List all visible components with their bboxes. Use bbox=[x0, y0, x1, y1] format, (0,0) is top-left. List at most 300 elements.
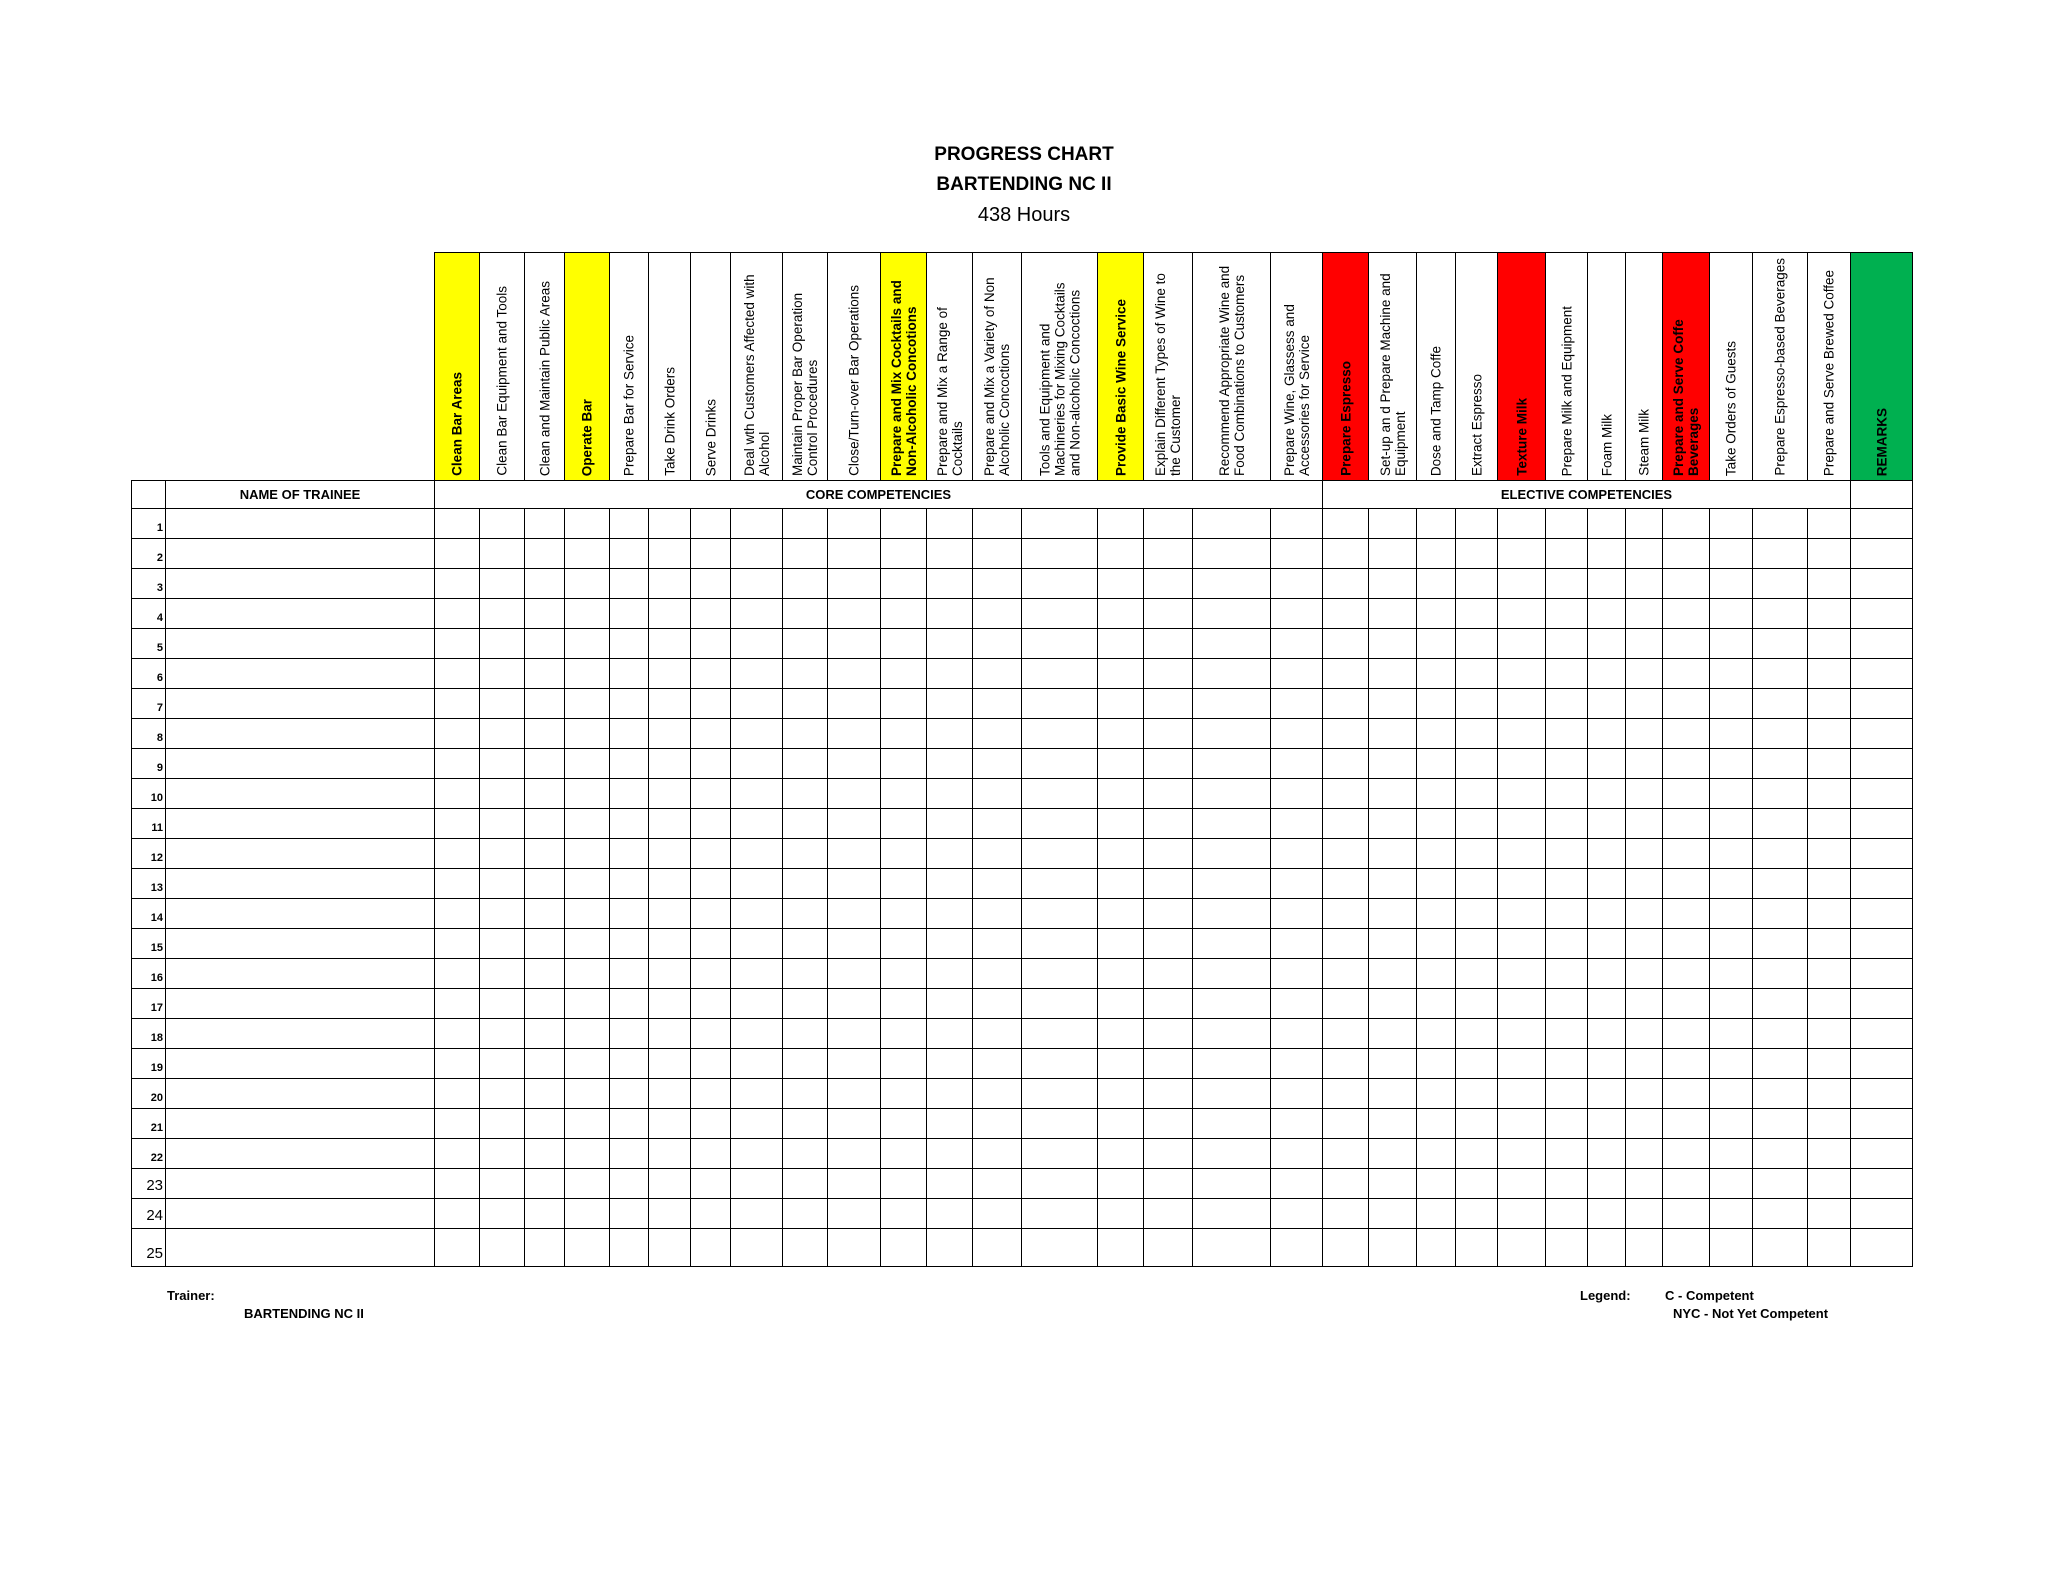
competency-cell[interactable] bbox=[926, 778, 973, 809]
competency-cell[interactable] bbox=[1662, 1198, 1710, 1229]
competency-cell[interactable] bbox=[1587, 688, 1626, 719]
competency-cell[interactable] bbox=[1455, 748, 1498, 779]
competency-cell[interactable] bbox=[782, 808, 828, 839]
competency-cell[interactable] bbox=[730, 868, 783, 899]
competency-cell[interactable] bbox=[1416, 658, 1456, 689]
competency-cell[interactable] bbox=[880, 898, 927, 929]
competency-cell[interactable] bbox=[564, 808, 610, 839]
competency-cell[interactable] bbox=[1587, 778, 1626, 809]
competency-cell[interactable] bbox=[827, 808, 881, 839]
competency-cell[interactable] bbox=[827, 568, 881, 599]
remarks-cell[interactable] bbox=[1850, 628, 1913, 659]
competency-cell[interactable] bbox=[926, 598, 973, 629]
trainee-name-cell[interactable] bbox=[165, 538, 435, 569]
competency-cell[interactable] bbox=[609, 808, 649, 839]
competency-cell[interactable] bbox=[434, 1138, 480, 1169]
competency-cell[interactable] bbox=[1709, 748, 1753, 779]
competency-cell[interactable] bbox=[648, 688, 691, 719]
competency-cell[interactable] bbox=[1270, 718, 1323, 749]
competency-cell[interactable] bbox=[972, 1168, 1022, 1199]
competency-cell[interactable] bbox=[880, 568, 927, 599]
trainee-name-cell[interactable] bbox=[165, 1108, 435, 1139]
competency-cell[interactable] bbox=[479, 1228, 525, 1267]
competency-cell[interactable] bbox=[1497, 868, 1546, 899]
remarks-cell[interactable] bbox=[1850, 988, 1913, 1019]
competency-cell[interactable] bbox=[434, 1108, 480, 1139]
competency-cell[interactable] bbox=[648, 1138, 691, 1169]
competency-cell[interactable] bbox=[1097, 928, 1144, 959]
competency-cell[interactable] bbox=[1455, 658, 1498, 689]
competency-cell[interactable] bbox=[827, 598, 881, 629]
competency-cell[interactable] bbox=[1587, 1168, 1626, 1199]
competency-cell[interactable] bbox=[564, 1108, 610, 1139]
competency-cell[interactable] bbox=[1625, 1108, 1663, 1139]
competency-cell[interactable] bbox=[690, 958, 731, 989]
competency-cell[interactable] bbox=[1497, 1108, 1546, 1139]
competency-cell[interactable] bbox=[972, 898, 1022, 929]
competency-cell[interactable] bbox=[1497, 1228, 1546, 1267]
competency-cell[interactable] bbox=[1625, 928, 1663, 959]
competency-cell[interactable] bbox=[1497, 778, 1546, 809]
competency-cell[interactable] bbox=[1455, 508, 1498, 539]
competency-cell[interactable] bbox=[972, 1198, 1022, 1229]
competency-cell[interactable] bbox=[479, 778, 525, 809]
competency-cell[interactable] bbox=[564, 718, 610, 749]
competency-cell[interactable] bbox=[1545, 1198, 1588, 1229]
competency-cell[interactable] bbox=[1497, 628, 1546, 659]
competency-cell[interactable] bbox=[1545, 1228, 1588, 1267]
competency-cell[interactable] bbox=[479, 658, 525, 689]
competency-cell[interactable] bbox=[1455, 988, 1498, 1019]
competency-cell[interactable] bbox=[730, 928, 783, 959]
competency-cell[interactable] bbox=[1752, 898, 1808, 929]
competency-cell[interactable] bbox=[1143, 568, 1193, 599]
remarks-cell[interactable] bbox=[1850, 1048, 1913, 1079]
competency-cell[interactable] bbox=[926, 1138, 973, 1169]
competency-cell[interactable] bbox=[1021, 628, 1098, 659]
competency-cell[interactable] bbox=[648, 598, 691, 629]
competency-cell[interactable] bbox=[1455, 1168, 1498, 1199]
competency-cell[interactable] bbox=[1368, 568, 1417, 599]
competency-cell[interactable] bbox=[972, 718, 1022, 749]
competency-cell[interactable] bbox=[782, 688, 828, 719]
competency-cell[interactable] bbox=[690, 1138, 731, 1169]
competency-cell[interactable] bbox=[1625, 1048, 1663, 1079]
remarks-cell[interactable] bbox=[1850, 508, 1913, 539]
competency-cell[interactable] bbox=[524, 928, 565, 959]
competency-cell[interactable] bbox=[434, 898, 480, 929]
competency-cell[interactable] bbox=[609, 1138, 649, 1169]
competency-cell[interactable] bbox=[1709, 598, 1753, 629]
competency-cell[interactable] bbox=[1662, 958, 1710, 989]
competency-cell[interactable] bbox=[1416, 778, 1456, 809]
competency-cell[interactable] bbox=[690, 688, 731, 719]
competency-cell[interactable] bbox=[434, 778, 480, 809]
competency-cell[interactable] bbox=[827, 778, 881, 809]
competency-cell[interactable] bbox=[1709, 988, 1753, 1019]
competency-cell[interactable] bbox=[972, 1138, 1022, 1169]
competency-cell[interactable] bbox=[926, 928, 973, 959]
competency-cell[interactable] bbox=[827, 718, 881, 749]
competency-cell[interactable] bbox=[690, 778, 731, 809]
competency-cell[interactable] bbox=[1143, 928, 1193, 959]
competency-cell[interactable] bbox=[1752, 748, 1808, 779]
trainee-name-cell[interactable] bbox=[165, 898, 435, 929]
competency-cell[interactable] bbox=[1625, 958, 1663, 989]
competency-cell[interactable] bbox=[564, 538, 610, 569]
competency-cell[interactable] bbox=[880, 1168, 927, 1199]
competency-cell[interactable] bbox=[1587, 868, 1626, 899]
competency-cell[interactable] bbox=[1545, 808, 1588, 839]
competency-cell[interactable] bbox=[1709, 1228, 1753, 1267]
competency-cell[interactable] bbox=[1192, 1078, 1271, 1109]
competency-cell[interactable] bbox=[1192, 508, 1271, 539]
competency-cell[interactable] bbox=[1662, 1228, 1710, 1267]
competency-cell[interactable] bbox=[1545, 538, 1588, 569]
competency-cell[interactable] bbox=[1662, 718, 1710, 749]
competency-cell[interactable] bbox=[1752, 1138, 1808, 1169]
competency-cell[interactable] bbox=[1807, 898, 1851, 929]
competency-cell[interactable] bbox=[1625, 718, 1663, 749]
competency-cell[interactable] bbox=[880, 658, 927, 689]
competency-cell[interactable] bbox=[1097, 658, 1144, 689]
competency-cell[interactable] bbox=[648, 1078, 691, 1109]
competency-cell[interactable] bbox=[782, 1048, 828, 1079]
competency-cell[interactable] bbox=[827, 1198, 881, 1229]
competency-cell[interactable] bbox=[1021, 1108, 1098, 1139]
competency-cell[interactable] bbox=[524, 1018, 565, 1049]
competency-cell[interactable] bbox=[1662, 1168, 1710, 1199]
competency-cell[interactable] bbox=[1192, 1198, 1271, 1229]
competency-cell[interactable] bbox=[1368, 628, 1417, 659]
remarks-cell[interactable] bbox=[1850, 808, 1913, 839]
competency-cell[interactable] bbox=[1368, 598, 1417, 629]
competency-cell[interactable] bbox=[827, 628, 881, 659]
competency-cell[interactable] bbox=[1545, 778, 1588, 809]
remarks-cell[interactable] bbox=[1850, 838, 1913, 869]
competency-cell[interactable] bbox=[1807, 1078, 1851, 1109]
competency-cell[interactable] bbox=[1192, 1018, 1271, 1049]
competency-cell[interactable] bbox=[690, 1018, 731, 1049]
competency-cell[interactable] bbox=[1807, 928, 1851, 959]
competency-cell[interactable] bbox=[1807, 718, 1851, 749]
competency-cell[interactable] bbox=[609, 1108, 649, 1139]
competency-cell[interactable] bbox=[730, 1138, 783, 1169]
competency-cell[interactable] bbox=[1143, 658, 1193, 689]
competency-cell[interactable] bbox=[1021, 568, 1098, 599]
competency-cell[interactable] bbox=[972, 598, 1022, 629]
remarks-cell[interactable] bbox=[1850, 658, 1913, 689]
competency-cell[interactable] bbox=[1752, 958, 1808, 989]
competency-cell[interactable] bbox=[972, 1048, 1022, 1079]
remarks-cell[interactable] bbox=[1850, 1018, 1913, 1049]
competency-cell[interactable] bbox=[1192, 868, 1271, 899]
competency-cell[interactable] bbox=[564, 1168, 610, 1199]
competency-cell[interactable] bbox=[1416, 928, 1456, 959]
competency-cell[interactable] bbox=[1416, 1048, 1456, 1079]
competency-cell[interactable] bbox=[524, 1048, 565, 1079]
competency-cell[interactable] bbox=[782, 898, 828, 929]
competency-cell[interactable] bbox=[690, 808, 731, 839]
competency-cell[interactable] bbox=[1270, 838, 1323, 869]
competency-cell[interactable] bbox=[730, 658, 783, 689]
competency-cell[interactable] bbox=[609, 898, 649, 929]
remarks-cell[interactable] bbox=[1850, 928, 1913, 959]
competency-cell[interactable] bbox=[880, 718, 927, 749]
competency-cell[interactable] bbox=[479, 1018, 525, 1049]
competency-cell[interactable] bbox=[972, 928, 1022, 959]
trainee-name-cell[interactable] bbox=[165, 628, 435, 659]
competency-cell[interactable] bbox=[1416, 1168, 1456, 1199]
competency-cell[interactable] bbox=[1709, 898, 1753, 929]
competency-cell[interactable] bbox=[972, 958, 1022, 989]
competency-cell[interactable] bbox=[1192, 568, 1271, 599]
competency-cell[interactable] bbox=[1587, 538, 1626, 569]
competency-cell[interactable] bbox=[1097, 958, 1144, 989]
competency-cell[interactable] bbox=[730, 628, 783, 659]
competency-cell[interactable] bbox=[1322, 628, 1369, 659]
competency-cell[interactable] bbox=[1497, 958, 1546, 989]
competency-cell[interactable] bbox=[1021, 1048, 1098, 1079]
competency-cell[interactable] bbox=[1021, 838, 1098, 869]
competency-cell[interactable] bbox=[564, 838, 610, 869]
trainee-name-cell[interactable] bbox=[165, 688, 435, 719]
remarks-cell[interactable] bbox=[1850, 958, 1913, 989]
competency-cell[interactable] bbox=[524, 1108, 565, 1139]
competency-cell[interactable] bbox=[1322, 598, 1369, 629]
competency-cell[interactable] bbox=[1497, 1018, 1546, 1049]
competency-cell[interactable] bbox=[479, 1048, 525, 1079]
competency-cell[interactable] bbox=[479, 1168, 525, 1199]
competency-cell[interactable] bbox=[479, 898, 525, 929]
competency-cell[interactable] bbox=[1143, 598, 1193, 629]
competency-cell[interactable] bbox=[1368, 1078, 1417, 1109]
competency-cell[interactable] bbox=[648, 778, 691, 809]
competency-cell[interactable] bbox=[1455, 568, 1498, 599]
competency-cell[interactable] bbox=[1455, 838, 1498, 869]
competency-cell[interactable] bbox=[609, 838, 649, 869]
competency-cell[interactable] bbox=[1143, 868, 1193, 899]
competency-cell[interactable] bbox=[730, 1078, 783, 1109]
competency-cell[interactable] bbox=[972, 808, 1022, 839]
competency-cell[interactable] bbox=[880, 868, 927, 899]
competency-cell[interactable] bbox=[479, 1078, 525, 1109]
competency-cell[interactable] bbox=[926, 628, 973, 659]
competency-cell[interactable] bbox=[782, 1078, 828, 1109]
competency-cell[interactable] bbox=[1587, 748, 1626, 779]
remarks-cell[interactable] bbox=[1850, 568, 1913, 599]
competency-cell[interactable] bbox=[690, 988, 731, 1019]
competency-cell[interactable] bbox=[690, 568, 731, 599]
competency-cell[interactable] bbox=[648, 508, 691, 539]
competency-cell[interactable] bbox=[1662, 898, 1710, 929]
competency-cell[interactable] bbox=[524, 898, 565, 929]
competency-cell[interactable] bbox=[1625, 1018, 1663, 1049]
competency-cell[interactable] bbox=[648, 538, 691, 569]
competency-cell[interactable] bbox=[1587, 1048, 1626, 1079]
competency-cell[interactable] bbox=[782, 838, 828, 869]
competency-cell[interactable] bbox=[1097, 1138, 1144, 1169]
competency-cell[interactable] bbox=[1752, 1018, 1808, 1049]
competency-cell[interactable] bbox=[1807, 838, 1851, 869]
competency-cell[interactable] bbox=[1270, 778, 1323, 809]
competency-cell[interactable] bbox=[1807, 688, 1851, 719]
competency-cell[interactable] bbox=[1021, 928, 1098, 959]
remarks-cell[interactable] bbox=[1850, 868, 1913, 899]
competency-cell[interactable] bbox=[1368, 1198, 1417, 1229]
trainee-name-cell[interactable] bbox=[165, 1168, 435, 1199]
competency-cell[interactable] bbox=[1322, 1168, 1369, 1199]
competency-cell[interactable] bbox=[1709, 778, 1753, 809]
competency-cell[interactable] bbox=[1416, 628, 1456, 659]
competency-cell[interactable] bbox=[1416, 988, 1456, 1019]
competency-cell[interactable] bbox=[1270, 568, 1323, 599]
competency-cell[interactable] bbox=[1192, 598, 1271, 629]
competency-cell[interactable] bbox=[1192, 958, 1271, 989]
competency-cell[interactable] bbox=[564, 1018, 610, 1049]
competency-cell[interactable] bbox=[1322, 568, 1369, 599]
competency-cell[interactable] bbox=[730, 1228, 783, 1267]
competency-cell[interactable] bbox=[1545, 868, 1588, 899]
competency-cell[interactable] bbox=[1368, 958, 1417, 989]
competency-cell[interactable] bbox=[827, 1228, 881, 1267]
trainee-name-cell[interactable] bbox=[165, 1228, 435, 1267]
competency-cell[interactable] bbox=[524, 988, 565, 1019]
competency-cell[interactable] bbox=[827, 748, 881, 779]
competency-cell[interactable] bbox=[1625, 1228, 1663, 1267]
competency-cell[interactable] bbox=[1192, 898, 1271, 929]
competency-cell[interactable] bbox=[730, 778, 783, 809]
competency-cell[interactable] bbox=[1752, 988, 1808, 1019]
competency-cell[interactable] bbox=[1097, 1078, 1144, 1109]
competency-cell[interactable] bbox=[1416, 748, 1456, 779]
competency-cell[interactable] bbox=[564, 628, 610, 659]
competency-cell[interactable] bbox=[1322, 1228, 1369, 1267]
competency-cell[interactable] bbox=[479, 508, 525, 539]
competency-cell[interactable] bbox=[1497, 928, 1546, 959]
competency-cell[interactable] bbox=[782, 1168, 828, 1199]
competency-cell[interactable] bbox=[524, 868, 565, 899]
competency-cell[interactable] bbox=[1752, 658, 1808, 689]
competency-cell[interactable] bbox=[880, 538, 927, 569]
competency-cell[interactable] bbox=[609, 538, 649, 569]
competency-cell[interactable] bbox=[926, 718, 973, 749]
competency-cell[interactable] bbox=[1021, 598, 1098, 629]
competency-cell[interactable] bbox=[880, 508, 927, 539]
competency-cell[interactable] bbox=[609, 958, 649, 989]
competency-cell[interactable] bbox=[730, 598, 783, 629]
competency-cell[interactable] bbox=[1143, 838, 1193, 869]
competency-cell[interactable] bbox=[1322, 958, 1369, 989]
competency-cell[interactable] bbox=[730, 808, 783, 839]
competency-cell[interactable] bbox=[1455, 688, 1498, 719]
competency-cell[interactable] bbox=[730, 1048, 783, 1079]
competency-cell[interactable] bbox=[1021, 748, 1098, 779]
competency-cell[interactable] bbox=[1807, 1228, 1851, 1267]
competency-cell[interactable] bbox=[1587, 628, 1626, 659]
competency-cell[interactable] bbox=[1807, 1198, 1851, 1229]
competency-cell[interactable] bbox=[690, 598, 731, 629]
competency-cell[interactable] bbox=[1807, 748, 1851, 779]
competency-cell[interactable] bbox=[609, 1018, 649, 1049]
competency-cell[interactable] bbox=[1270, 688, 1323, 719]
competency-cell[interactable] bbox=[1662, 928, 1710, 959]
competency-cell[interactable] bbox=[880, 1048, 927, 1079]
competency-cell[interactable] bbox=[1455, 1048, 1498, 1079]
trainee-name-cell[interactable] bbox=[165, 778, 435, 809]
competency-cell[interactable] bbox=[1625, 658, 1663, 689]
competency-cell[interactable] bbox=[782, 778, 828, 809]
competency-cell[interactable] bbox=[972, 628, 1022, 659]
competency-cell[interactable] bbox=[1143, 688, 1193, 719]
competency-cell[interactable] bbox=[1625, 748, 1663, 779]
competency-cell[interactable] bbox=[1416, 1108, 1456, 1139]
competency-cell[interactable] bbox=[782, 748, 828, 779]
competency-cell[interactable] bbox=[1021, 1078, 1098, 1109]
competency-cell[interactable] bbox=[1497, 688, 1546, 719]
competency-cell[interactable] bbox=[564, 658, 610, 689]
competency-cell[interactable] bbox=[926, 1168, 973, 1199]
competency-cell[interactable] bbox=[1143, 628, 1193, 659]
competency-cell[interactable] bbox=[1416, 1198, 1456, 1229]
competency-cell[interactable] bbox=[1709, 1078, 1753, 1109]
competency-cell[interactable] bbox=[1662, 1078, 1710, 1109]
competency-cell[interactable] bbox=[1807, 1138, 1851, 1169]
competency-cell[interactable] bbox=[1322, 718, 1369, 749]
competency-cell[interactable] bbox=[972, 688, 1022, 719]
competency-cell[interactable] bbox=[1709, 628, 1753, 659]
competency-cell[interactable] bbox=[926, 508, 973, 539]
competency-cell[interactable] bbox=[1455, 868, 1498, 899]
competency-cell[interactable] bbox=[782, 508, 828, 539]
trainee-name-cell[interactable] bbox=[165, 748, 435, 779]
competency-cell[interactable] bbox=[880, 1018, 927, 1049]
competency-cell[interactable] bbox=[1270, 1228, 1323, 1267]
competency-cell[interactable] bbox=[434, 568, 480, 599]
competency-cell[interactable] bbox=[1662, 508, 1710, 539]
competency-cell[interactable] bbox=[880, 688, 927, 719]
competency-cell[interactable] bbox=[1455, 928, 1498, 959]
trainee-name-cell[interactable] bbox=[165, 1078, 435, 1109]
competency-cell[interactable] bbox=[1545, 1168, 1588, 1199]
competency-cell[interactable] bbox=[972, 778, 1022, 809]
competency-cell[interactable] bbox=[926, 1108, 973, 1139]
competency-cell[interactable] bbox=[479, 748, 525, 779]
competency-cell[interactable] bbox=[1587, 1018, 1626, 1049]
competency-cell[interactable] bbox=[1192, 1108, 1271, 1139]
competency-cell[interactable] bbox=[479, 988, 525, 1019]
competency-cell[interactable] bbox=[1143, 718, 1193, 749]
competency-cell[interactable] bbox=[564, 1228, 610, 1267]
competency-cell[interactable] bbox=[1270, 1108, 1323, 1139]
competency-cell[interactable] bbox=[1497, 838, 1546, 869]
competency-cell[interactable] bbox=[690, 748, 731, 779]
competency-cell[interactable] bbox=[1807, 988, 1851, 1019]
competency-cell[interactable] bbox=[609, 1198, 649, 1229]
competency-cell[interactable] bbox=[1143, 508, 1193, 539]
competency-cell[interactable] bbox=[609, 598, 649, 629]
competency-cell[interactable] bbox=[827, 508, 881, 539]
competency-cell[interactable] bbox=[1322, 1108, 1369, 1139]
competency-cell[interactable] bbox=[1752, 1078, 1808, 1109]
competency-cell[interactable] bbox=[1545, 688, 1588, 719]
competency-cell[interactable] bbox=[1143, 898, 1193, 929]
competency-cell[interactable] bbox=[972, 658, 1022, 689]
competency-cell[interactable] bbox=[1322, 1048, 1369, 1079]
competency-cell[interactable] bbox=[880, 1198, 927, 1229]
competency-cell[interactable] bbox=[880, 1138, 927, 1169]
competency-cell[interactable] bbox=[690, 508, 731, 539]
